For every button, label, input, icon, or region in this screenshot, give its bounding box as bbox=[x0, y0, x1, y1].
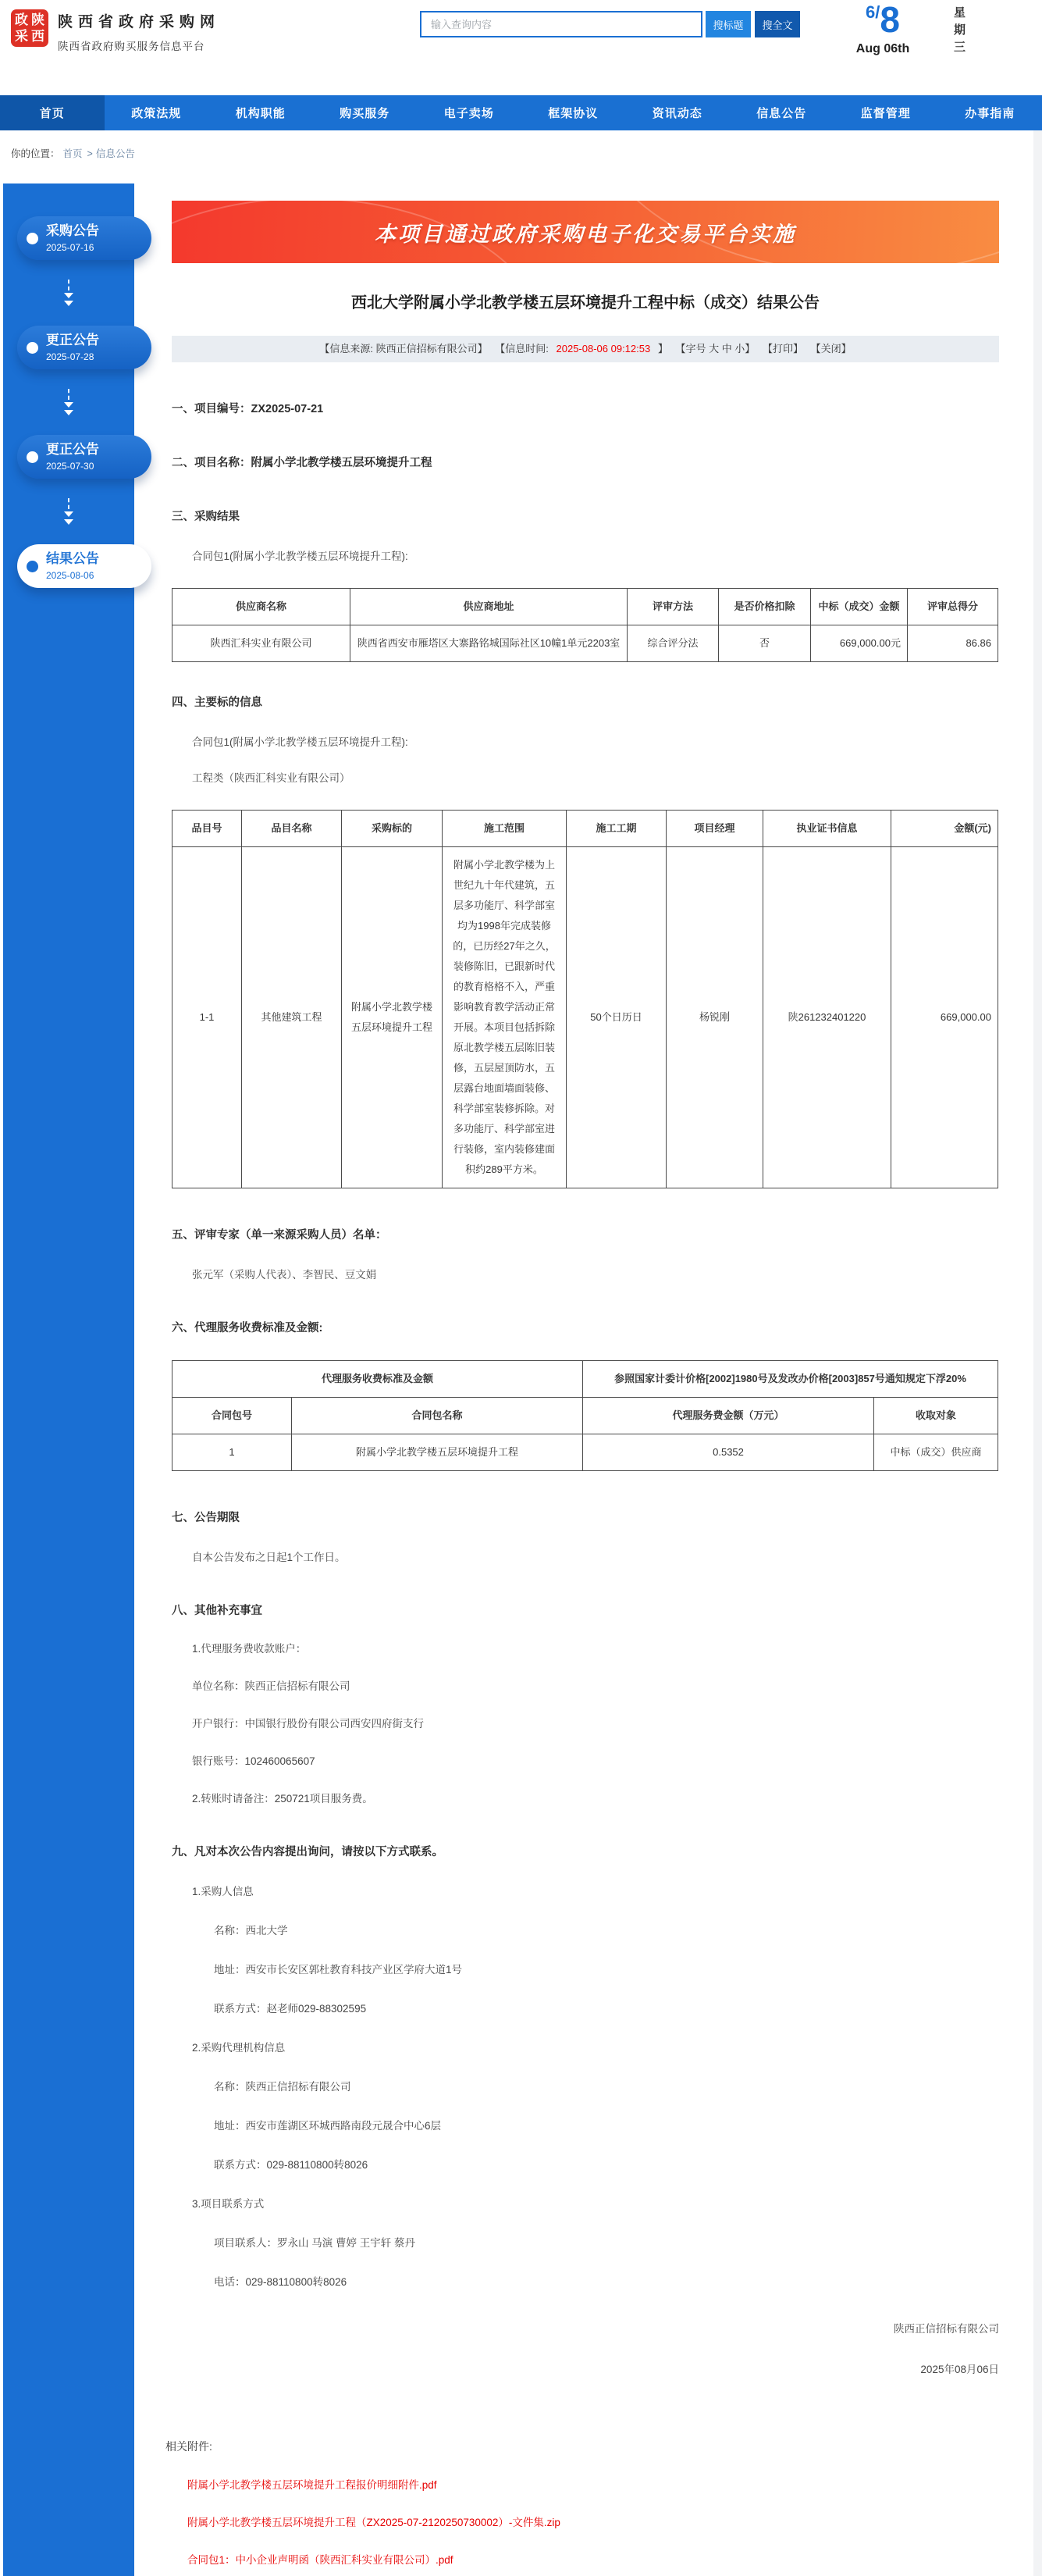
col-item-name: 品目名称 bbox=[242, 811, 342, 847]
table-row bbox=[172, 847, 998, 1188]
cell-construction-scope: 附属小学北教学楼为上世纪九十年代建筑，五层多功能厅、科学部室均为1998年完成装修的，已历经27年之久，装修陈旧，已跟新时代的教育格格不入，严重影响教育教学活动正常开展。本项目包括拆除原北教学楼五层陈旧装修，五层屋顶防水，五层露台地面墙面装修、科学部室装修拆除。对多功能厅、科学部室进行装修，室内装修建面积约289平方米。 bbox=[443, 847, 567, 1188]
contact-group-title: 1.采购人信息 bbox=[192, 1883, 999, 1898]
contact-line: 地址：西安市长安区郭杜教育科技产业区学府大道1号 bbox=[214, 1961, 999, 1976]
article-main bbox=[134, 183, 1042, 2576]
section-main-subject-info: 四、主要标的信息 bbox=[172, 693, 999, 710]
timeline-arrow-down-icon bbox=[3, 369, 134, 435]
sidebar-item-label: 更正公告 bbox=[46, 333, 99, 348]
sidebar-item-date: 2025-07-30 bbox=[46, 461, 99, 472]
announcement-period-text: 自本公告发布之日起1个工作日。 bbox=[192, 1548, 999, 1564]
other-matters-line: 1.代理服务费收款账户： bbox=[192, 1640, 999, 1655]
date-month: 6/ bbox=[866, 2, 880, 22]
logo-char: 采 bbox=[15, 30, 28, 43]
close-button[interactable]: 【关闭】 bbox=[811, 343, 852, 355]
sidebar-item-label: 更正公告 bbox=[46, 442, 99, 458]
signoff-company: 陕西正信招标有限公司 bbox=[172, 2320, 999, 2336]
cell-construction-period: 50个日历日 bbox=[567, 847, 667, 1188]
article-meta-bar bbox=[172, 336, 999, 362]
logo-char: 陕 bbox=[31, 13, 44, 27]
sidebar-item-result-announcement[interactable] bbox=[17, 544, 151, 588]
section-announcement-period: 七、公告期限 bbox=[172, 1509, 999, 1525]
nav-item-guide[interactable]: 办事指南 bbox=[938, 95, 1042, 130]
e-platform-banner bbox=[172, 201, 999, 263]
timeline-arrow-down-icon bbox=[3, 260, 134, 326]
col-construction-scope: 施工范围 bbox=[443, 811, 567, 847]
section-experts: 五、评审专家（单一来源采购人员）名单： bbox=[172, 1226, 999, 1242]
col-procurement-subject: 采购标的 bbox=[342, 811, 443, 847]
search-bar bbox=[420, 11, 800, 37]
col-total-score: 评审总得分 bbox=[908, 589, 998, 625]
signoff-date: 2025年08月06日 bbox=[172, 2360, 999, 2376]
cell-agency-fee: 0.5352 bbox=[583, 1434, 874, 1471]
nav-item-home[interactable]: 首页 bbox=[0, 95, 105, 130]
meta-source: 【信息来源: 陕西正信招标有限公司】 bbox=[319, 343, 487, 355]
other-matters-line: 银行账号：102460065607 bbox=[192, 1752, 999, 1768]
table-merged-row bbox=[172, 1361, 998, 1398]
nav-item-framework[interactable]: 框架协议 bbox=[521, 95, 626, 130]
cell-fee-payer: 中标（成交）供应商 bbox=[874, 1434, 998, 1471]
cell-item-number: 1-1 bbox=[172, 847, 242, 1188]
contact-line: 地址：西安市莲湖区环城西路南段元晟合中心6层 bbox=[214, 2117, 999, 2132]
breadcrumb-current-link[interactable]: 信息公告 bbox=[96, 148, 135, 159]
cell-price-deduction: 否 bbox=[719, 625, 811, 662]
sidebar-item-date: 2025-08-06 bbox=[46, 570, 99, 581]
breadcrumb-separator: > bbox=[87, 148, 93, 159]
attachment-link-sme-declaration-pdf[interactable]: 合同包1：中小企业声明函（陕西汇科实业有限公司）.pdf bbox=[187, 2551, 999, 2567]
logo-char: 西 bbox=[31, 30, 44, 43]
cell-procurement-subject: 附属小学北教学楼五层环境提升工程 bbox=[342, 847, 443, 1188]
site-title: 陕西省政府采购网 bbox=[58, 10, 220, 31]
cell-license-info: 陕261232401220 bbox=[763, 847, 891, 1188]
timeline-dot-icon bbox=[27, 451, 38, 463]
cell-supplier-name: 陕西汇科实业有限公司 bbox=[172, 625, 350, 662]
contact-line: 名称：陕西正信招标有限公司 bbox=[214, 2078, 999, 2093]
scrollbar-track[interactable] bbox=[1033, 130, 1042, 2576]
breadcrumb-prefix: 你的位置： bbox=[11, 148, 60, 159]
cell-package-number: 1 bbox=[172, 1434, 292, 1471]
nav-item-news[interactable]: 资讯动态 bbox=[625, 95, 730, 130]
table-header-row bbox=[172, 1398, 998, 1434]
section-other-matters: 八、其他补充事宜 bbox=[172, 1602, 999, 1618]
col-review-method: 评审方法 bbox=[628, 589, 719, 625]
date-display bbox=[837, 2, 929, 56]
contact-line: 联系方式：029-88110800转8026 bbox=[214, 2156, 999, 2172]
result-table bbox=[172, 588, 998, 662]
other-matters-line: 2.转账时请备注：250721项目服务费。 bbox=[192, 1790, 999, 1805]
section-contact-info: 九、凡对本次公告内容提出询问，请按以下方式联系。 bbox=[172, 1843, 999, 1859]
nav-item-supervision[interactable]: 监督管理 bbox=[834, 95, 938, 130]
cell-project-manager: 杨锐刚 bbox=[667, 847, 763, 1188]
attachment-link-fileset-zip[interactable]: 附属小学北教学楼五层环境提升工程（ZX2025-07-2120250730002）-文件集.zip bbox=[187, 2514, 999, 2529]
other-matters-line: 单位名称：陕西正信招标有限公司 bbox=[192, 1677, 999, 1693]
weekday-label: 星期三 bbox=[951, 6, 967, 58]
font-size-control[interactable]: 【字号 大 中 小】 bbox=[675, 343, 755, 355]
timeline-dot-icon bbox=[27, 561, 38, 572]
content-wrapper bbox=[0, 183, 1042, 2576]
subject-table bbox=[172, 810, 998, 1188]
attachments-label: 相关附件: bbox=[165, 2439, 999, 2454]
experts-list: 张元军（采购人代表）、李智民、豆文娟 bbox=[192, 1266, 999, 1281]
cell-amount: 669,000.00 bbox=[891, 847, 998, 1188]
col-item-number: 品目号 bbox=[172, 811, 242, 847]
col-project-manager: 项目经理 bbox=[667, 811, 763, 847]
meta-time-prefix: 【信息时间: bbox=[495, 343, 551, 355]
contact-line: 项目联系人：罗永山 马演 曹婷 王宇轩 蔡丹 bbox=[214, 2234, 999, 2250]
logo-char: 政 bbox=[15, 13, 28, 27]
col-award-amount: 中标（成交）金额 bbox=[811, 589, 908, 625]
date-digits bbox=[837, 2, 929, 37]
section-project-name: 二、项目名称：附属小学北教学楼五层环境提升工程 bbox=[172, 454, 999, 470]
cell-review-method: 综合评分法 bbox=[628, 625, 719, 662]
sidebar-item-label: 采购公告 bbox=[46, 223, 99, 239]
sidebar-item-correction-announcement-1[interactable] bbox=[17, 326, 151, 369]
contact-line: 联系方式：赵老师029-88302595 bbox=[214, 2000, 999, 2015]
table-row bbox=[172, 1434, 998, 1471]
sidebar-item-date: 2025-07-16 bbox=[46, 242, 99, 253]
banner-text: 本项目通过政府采购电子化交易平台实施 bbox=[375, 217, 796, 248]
page-title: 西北大学附属小学北教学楼五层环境提升工程中标（成交）结果公告 bbox=[172, 290, 999, 312]
contact-group-title: 3.项目联系方式 bbox=[192, 2195, 999, 2211]
col-supplier-address: 供应商地址 bbox=[350, 589, 628, 625]
cell-award-amount: 669,000.00元 bbox=[811, 625, 908, 662]
site-titles bbox=[58, 10, 220, 53]
timeline-arrow-down-icon bbox=[3, 479, 134, 544]
col-price-deduction: 是否价格扣除 bbox=[719, 589, 811, 625]
search-fulltext-button[interactable]: 搜全文 bbox=[755, 11, 800, 37]
section-agency-fee: 六、代理服务收费标准及金额: bbox=[172, 1319, 999, 1335]
nav-item-functions[interactable]: 机构职能 bbox=[208, 95, 313, 130]
site-logo[interactable] bbox=[11, 9, 48, 47]
cell-total-score: 86.86 bbox=[908, 625, 998, 662]
meta-time-value: 2025-08-06 09:12:53 bbox=[557, 343, 651, 355]
table-row bbox=[172, 625, 998, 662]
merged-fee-standard-label: 代理服务收费标准及金额 bbox=[172, 1361, 583, 1398]
breadcrumb bbox=[0, 130, 1042, 183]
timeline-dot-icon bbox=[27, 233, 38, 244]
category-line: 工程类（陕西汇科实业有限公司） bbox=[192, 769, 999, 785]
cell-item-name: 其他建筑工程 bbox=[242, 847, 342, 1188]
col-package-number: 合同包号 bbox=[172, 1398, 292, 1434]
section-project-number: 一、项目编号：ZX2025-07-21 bbox=[172, 400, 999, 416]
timeline-dot-icon bbox=[27, 342, 38, 354]
search-input[interactable] bbox=[420, 11, 702, 37]
nav-item-e-mall[interactable]: 电子卖场 bbox=[417, 95, 521, 130]
col-construction-period: 施工工期 bbox=[567, 811, 667, 847]
site-header bbox=[0, 0, 1042, 95]
attachment-link-quotation-pdf[interactable]: 附属小学北教学楼五层环境提升工程报价明细附件.pdf bbox=[187, 2476, 999, 2492]
other-matters-line: 开户银行：中国银行股份有限公司西安四府街支行 bbox=[192, 1715, 999, 1730]
contact-line: 名称：西北大学 bbox=[214, 1922, 999, 1937]
nav-item-purchase-service[interactable]: 购买服务 bbox=[313, 95, 418, 130]
site-subtitle: 陕西省政府购买服务信息平台 bbox=[58, 37, 220, 53]
col-package-name: 合同包名称 bbox=[292, 1398, 583, 1434]
cell-supplier-address: 陕西省西安市雁塔区大寨路铭城国际社区10幢1单元2203室 bbox=[350, 625, 628, 662]
contact-line: 电话：029-88110800转8026 bbox=[214, 2273, 999, 2289]
meta-time-suffix: 】 bbox=[655, 343, 668, 355]
col-agency-fee: 代理服务费金额（万元） bbox=[583, 1398, 874, 1434]
section-procurement-result: 三、采购结果 bbox=[172, 508, 999, 524]
announcement-timeline-sidebar bbox=[3, 183, 134, 2576]
sidebar-item-correction-announcement-2[interactable] bbox=[17, 435, 151, 479]
table-header-row bbox=[172, 589, 998, 625]
cell-package-name: 附属小学北教学楼五层环境提升工程 bbox=[292, 1434, 583, 1471]
contact-group-title: 2.采购代理机构信息 bbox=[192, 2039, 999, 2054]
nav-item-policies[interactable]: 政策法规 bbox=[105, 95, 209, 130]
date-english: Aug 06th bbox=[837, 42, 929, 56]
date-day: 8 bbox=[880, 0, 900, 40]
nav-item-announcements[interactable]: 信息公告 bbox=[730, 95, 834, 130]
col-supplier-name: 供应商名称 bbox=[172, 589, 350, 625]
main-nav bbox=[0, 95, 1042, 130]
col-fee-payer: 收取对象 bbox=[874, 1398, 998, 1434]
agency-fee-table bbox=[172, 1360, 998, 1471]
col-amount: 金额(元) bbox=[891, 811, 998, 847]
table-header-row bbox=[172, 811, 998, 847]
sidebar-item-procurement-announcement[interactable] bbox=[17, 216, 151, 260]
package-intro: 合同包1(附属小学北教学楼五层环境提升工程): bbox=[192, 547, 999, 563]
col-license-info: 执业证书信息 bbox=[763, 811, 891, 847]
package-intro: 合同包1(附属小学北教学楼五层环境提升工程): bbox=[192, 733, 999, 749]
print-button[interactable]: 【打印】 bbox=[763, 343, 803, 355]
merged-fee-basis: 参照国家计委计价格[2002]1980号及发改办价格[2003]857号通知规定下浮20% bbox=[583, 1361, 998, 1398]
sidebar-item-label: 结果公告 bbox=[46, 551, 99, 567]
search-title-button[interactable]: 搜标题 bbox=[706, 11, 751, 37]
sidebar-item-date: 2025-07-28 bbox=[46, 351, 99, 362]
breadcrumb-home-link[interactable]: 首页 bbox=[63, 148, 83, 159]
